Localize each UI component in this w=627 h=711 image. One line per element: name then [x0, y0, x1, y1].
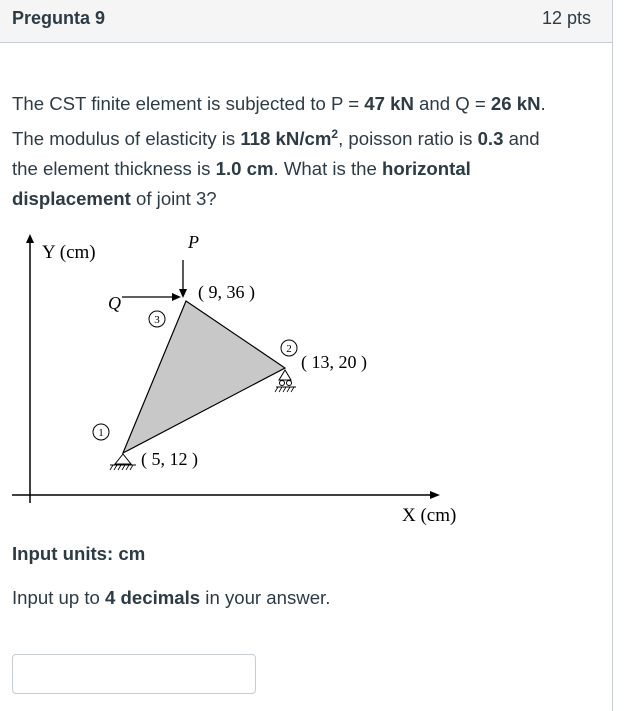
load-q-arrowhead [172, 293, 181, 301]
cst-triangle [123, 301, 285, 453]
question-header [0, 0, 613, 43]
node-2-roller-support [275, 370, 296, 392]
question-points: 12 pts [541, 8, 591, 28]
question-border [612, 42, 613, 711]
answer-input[interactable] [12, 654, 256, 694]
load-p-label: P [188, 232, 199, 252]
load-q-label: Q [108, 293, 121, 313]
question-text: The CST finite element is subjected to P = 47 kN and Q = 26 kN. The modulus of elasticity is 118 $kN/cm^2$, poisson ratio is 0.3 and the element thickness is 1.0 cm. What is the horizontal displacement of joint 3? [12, 93, 546, 210]
x-axis-arrow [430, 491, 440, 499]
node-2-coord: ( 13, 20 ) [301, 352, 367, 372]
y-axis-label: Y (cm) [42, 242, 96, 263]
node-3-coord: ( 9, 36 ) [198, 282, 255, 302]
question-title: Pregunta 9 [12, 8, 106, 28]
node-1-pin-support [110, 454, 136, 470]
node-1-id: 1 [98, 427, 104, 439]
x-axis-label: X (cm) [402, 505, 457, 526]
node-1-coord: ( 5, 12 ) [141, 449, 198, 469]
node-2-id: 2 [286, 343, 292, 355]
cst-element-diagram [0, 228, 520, 528]
y-axis-arrow [26, 234, 34, 243]
input-decimals-label: Input up to 4 decimals in your answer. [12, 587, 331, 608]
node-3-id: 3 [154, 314, 160, 326]
input-units-label: Input units: cm [12, 543, 146, 564]
